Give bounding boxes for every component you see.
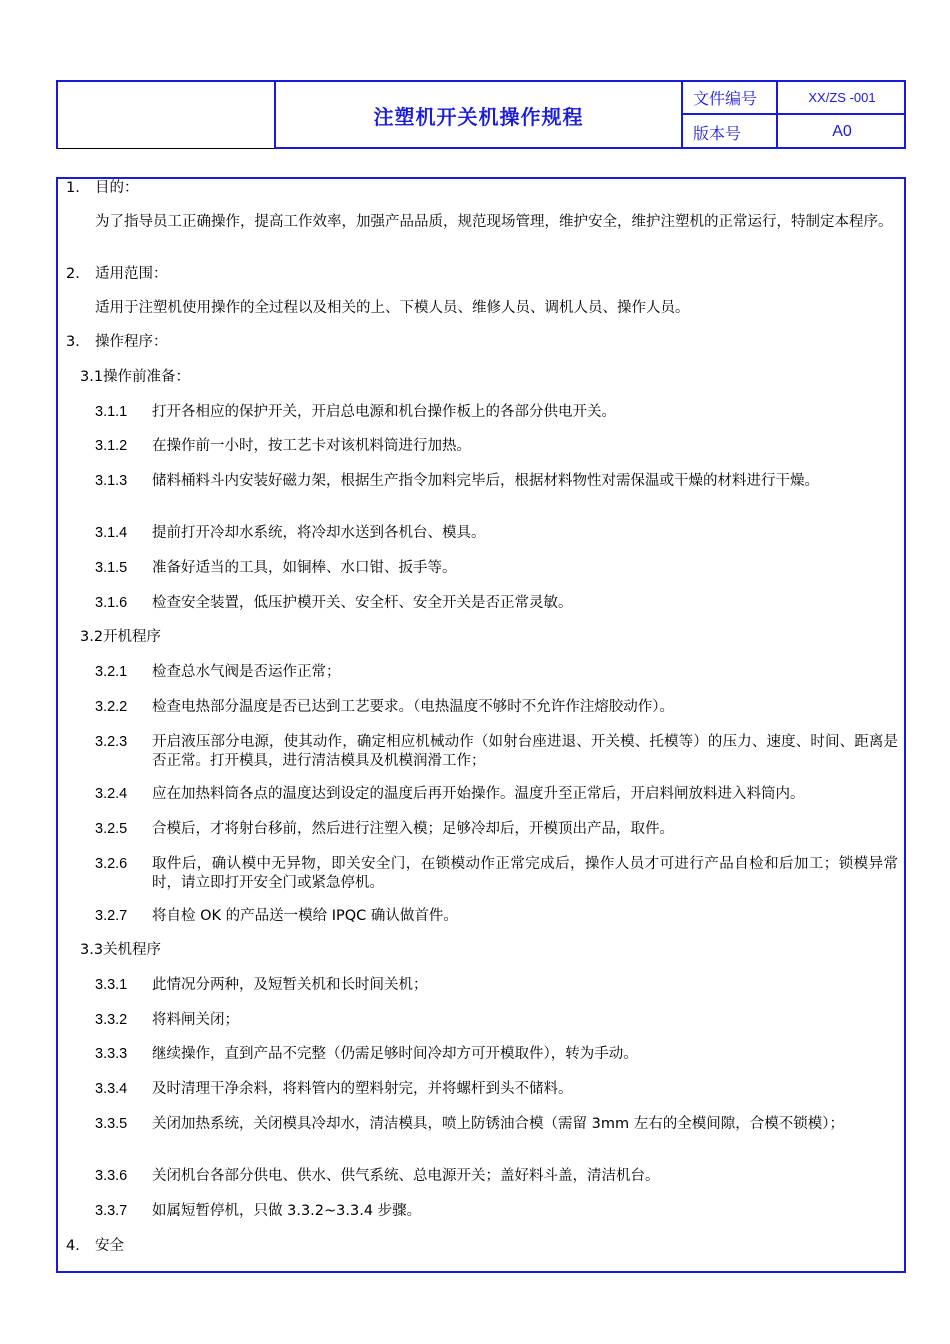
title-cell: [276, 82, 683, 149]
item-text: 准备好适当的工具，如铜棒、水口钳、扳手等。: [152, 560, 457, 576]
item-text: 检查电热部分温度是否已达到工艺要求。（电热温度不够时不允许作注熔胶动作）。: [152, 699, 674, 715]
item-number: 3.3.3: [95, 1046, 128, 1062]
item-text: 检查安全装置，低压护模开关、安全杆、安全开关是否正常灵敏。: [152, 595, 573, 611]
content-frame: [56, 177, 906, 1273]
item-number: 3.2.1: [95, 664, 128, 680]
version-value: A0: [832, 123, 852, 140]
item-text: 继续操作，直到产品不完整（仍需足够时间冷却方可开模取件），转为手动。: [152, 1046, 638, 1062]
item-text: 此情况分两种，及短暂关机和长时间关机；: [152, 977, 428, 993]
section-1-text: 为了指导员工正确操作，提高工作效率，加强产品品质，规范现场管理，维护安全，维护注塑机的正常运行，特制定本程序。: [95, 214, 893, 230]
item-number: 3.1.1: [95, 404, 128, 420]
item-text: 取件后，确认模中无异物，即关安全门，在锁模动作正常完成后，操作人员才可进行产品自检和后加工；锁模异常时，请立即打开安全门或紧急停机。: [152, 856, 898, 891]
doc-number-row: [683, 82, 906, 115]
subsection-3-2-title: 3.2开机程序: [80, 629, 162, 645]
item-text: 提前打开冷却水系统，将冷却水送到各机台、模具。: [152, 525, 486, 541]
doc-number-value: XX/ZS -001: [808, 90, 876, 105]
item-text: 在操作前一小时，按工艺卡对该机料筒进行加热。: [152, 438, 471, 454]
version-label: 版本号: [683, 115, 778, 149]
item-number: 3.1.2: [95, 438, 128, 454]
item-text: 关闭机台各部分供电、供水、供气系统、总电源开关；盖好料斗盖，清洁机台。: [152, 1168, 660, 1184]
item-number: 3.2.6: [95, 856, 128, 872]
item-number: 3.2.2: [95, 699, 128, 715]
item-number: 3.2.4: [95, 786, 128, 802]
section-title: 目的：: [95, 180, 139, 196]
item-text: 将自检 OK 的产品送一模给 IPQC 确认做首件。: [152, 908, 458, 924]
item-number: 3.1.5: [95, 560, 128, 576]
section-number: 1.: [66, 180, 80, 196]
item-text: 打开各相应的保护开关，开启总电源和机台操作板上的各部分供电开关。: [152, 404, 616, 420]
item-text: 及时清理干净余料，将料管内的塑料射完，并将螺杆到头不储料。: [152, 1081, 573, 1097]
item-number: 3.1.3: [95, 473, 128, 489]
item-text: 储料桶料斗内安装好磁力架，根据生产指令加料完毕后，根据材料物性对需保温或干燥的材料进行干燥。: [152, 473, 819, 489]
document-meta: [683, 82, 906, 149]
item-text: 如属短暂停机，只做 3.3.2~3.3.4 步骤。: [152, 1203, 422, 1219]
version-row: [683, 115, 906, 149]
item-number: 3.2.3: [95, 734, 128, 750]
document-header: [56, 80, 906, 149]
section-number: 3.: [66, 334, 80, 350]
subsection-3-3-title: 3.3关机程序: [80, 942, 162, 958]
item-text: 开启液压部分电源，使其动作，确定相应机械动作（如射台座进退、开关模、托模等）的压力、速度、时间、距离是否正常。打开模具，进行清洁模具及机模润滑工作；: [152, 734, 898, 769]
section-2-text: 适用于注塑机使用操作的全过程以及相关的上、下模人员、维修人员、调机人员、操作人员。: [95, 300, 690, 316]
item-number: 3.3.6: [95, 1168, 128, 1184]
doc-number-label: 文件编号: [683, 82, 778, 113]
logo-cell: [58, 82, 276, 149]
document-title: 注塑机开关机操作规程: [373, 105, 584, 129]
item-text: 检查总水气阀是否运作正常；: [152, 664, 341, 680]
item-number: 3.3.1: [95, 977, 128, 993]
header-bottom-rule: [274, 147, 906, 149]
item-number: 3.3.5: [95, 1116, 128, 1132]
item-number: 3.3.4: [95, 1081, 128, 1097]
item-number: 3.2.7: [95, 908, 128, 924]
item-number: 3.3.7: [95, 1203, 128, 1219]
item-number: 3.1.4: [95, 525, 128, 541]
item-number: 3.3.2: [95, 1012, 128, 1028]
section-number: 4.: [66, 1238, 80, 1254]
item-text: 将料闸关闭；: [152, 1012, 239, 1028]
subsection-3-1-title: 3.1操作前准备：: [80, 369, 191, 385]
section-title: 安全: [95, 1238, 124, 1254]
section-number: 2.: [66, 266, 80, 282]
item-text: 应在加热料筒各点的温度达到设定的温度后再开始操作。温度升至正常后，开启料闸放料进入料筒内。: [152, 786, 805, 802]
section-title: 操作程序：: [95, 334, 168, 350]
section-title: 适用范围：: [95, 266, 168, 282]
item-number: 3.1.6: [95, 595, 128, 611]
item-text: 关闭加热系统，关闭模具冷却水，清洁模具，喷上防锈油合模（需留 3mm 左右的全模间隙，合模不锁模）；: [152, 1116, 844, 1132]
item-text: 合模后，才将射台移前，然后进行注塑入模；足够冷却后，开模顶出产品，取件。: [152, 821, 674, 837]
item-number: 3.2.5: [95, 821, 128, 837]
